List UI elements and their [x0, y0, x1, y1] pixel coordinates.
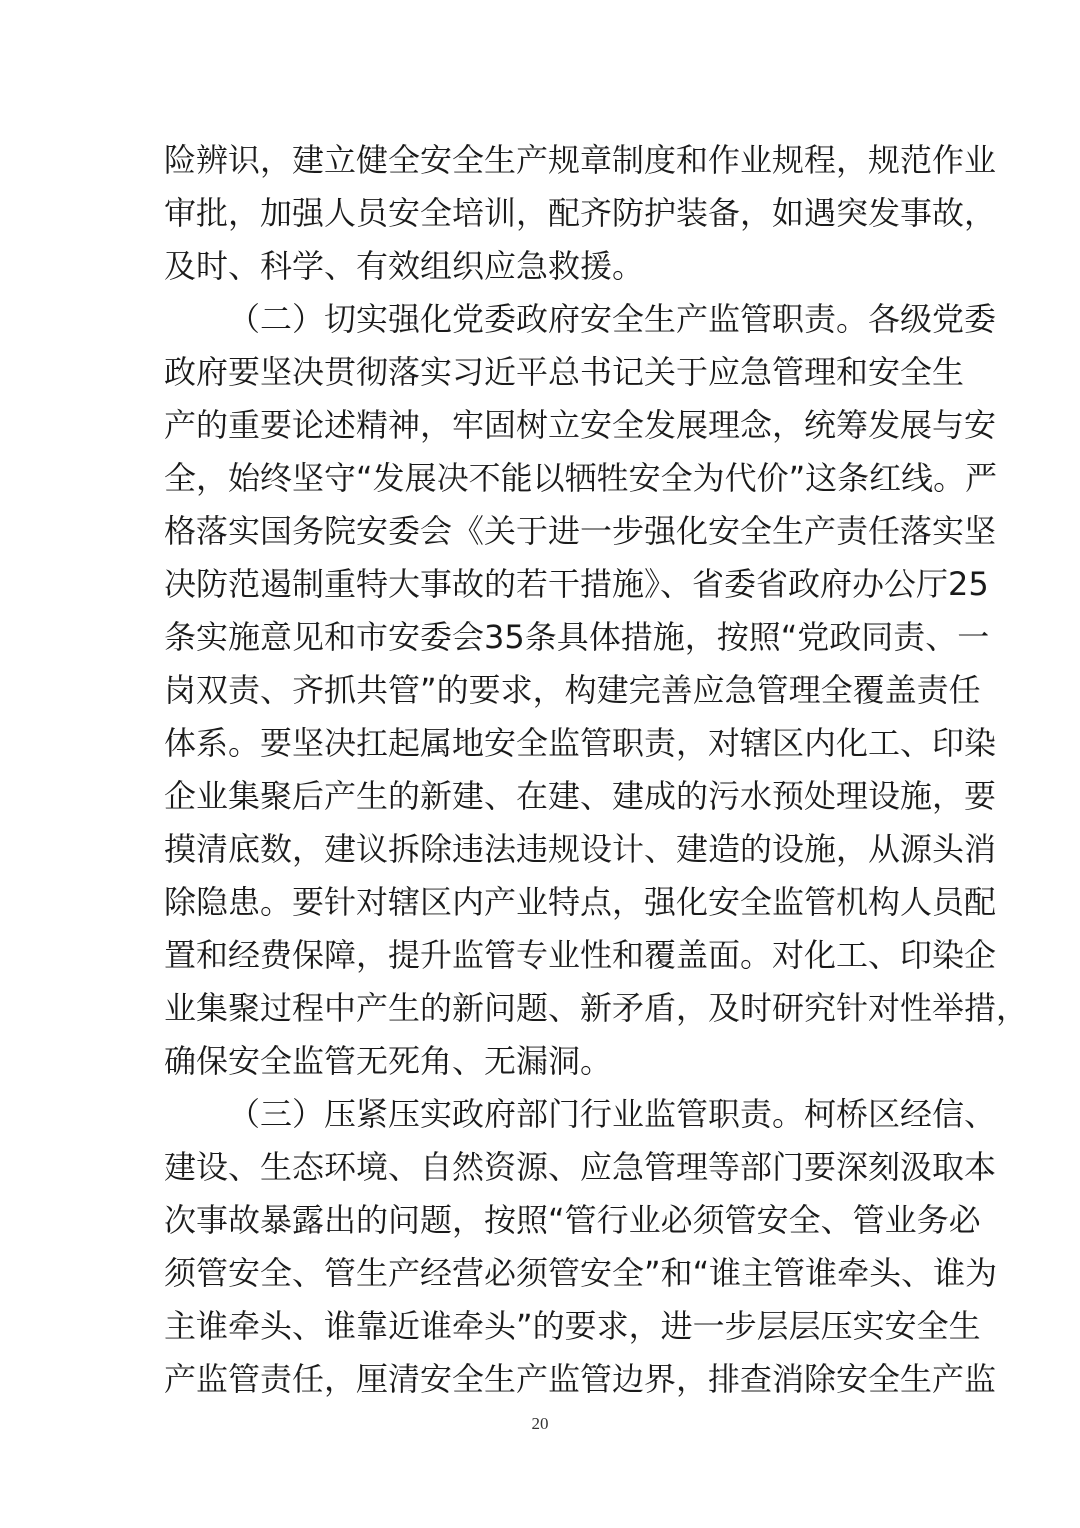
text-line: 条实施意见和市安委会35条具体措施，按照“党政同责、一: [164, 618, 990, 656]
text-line: 企业集聚后产生的新建、在建、建成的污水预处理设施，要: [164, 777, 997, 815]
body-text: [164, 134, 1029, 1406]
text-line: 岗双责、齐抓共管”的要求，构建完善应急管理全覆盖责任: [164, 671, 981, 709]
text-line: 体系。要坚决扛起属地安全监管职责，对辖区内化工、印染: [164, 724, 997, 762]
text-line: 全，始终坚守“发展决不能以牺牲安全为代价”这条红线。严: [164, 459, 998, 497]
text-line: 决防范遏制重特大事故的若干措施》、省委省政府办公厅25: [164, 565, 989, 603]
text-line: 主谁牵头、谁靠近谁牵头”的要求，进一步层层压实安全生: [164, 1307, 981, 1345]
text-line: 险辨识，建立健全安全生产规章制度和作业规程，规范作业: [164, 141, 997, 179]
text-line: 建设、生态环境、自然资源、应急管理等部门要深刻汲取本: [164, 1148, 997, 1186]
text-line: 确保安全监管无死角、无漏洞。: [164, 1042, 613, 1080]
text-line: 摸清底数，建议拆除违法违规设计、建造的设施，从源头消: [164, 830, 997, 868]
text-line: 审批，加强人员安全培训，配齐防护装备，如遇突发事故，: [164, 194, 997, 232]
section-heading-line: （三）压紧压实政府部门行业监管职责。柯桥区经信、: [228, 1095, 997, 1133]
section-heading-line: （二）切实强化党委政府安全生产监管职责。各级党委: [228, 300, 997, 338]
text-line: 产监管责任，厘清安全生产监管边界，排查消除安全生产监: [164, 1360, 997, 1398]
text-line: 格落实国务院安委会《关于进一步强化安全生产责任落实坚: [164, 512, 997, 550]
text-line: 产的重要论述精神，牢固树立安全发展理念，统筹发展与安: [164, 406, 997, 444]
text-line: 业集聚过程中产生的新问题、新矛盾，及时研究针对性举措，: [164, 989, 1029, 1027]
text-line: 置和经费保障，提升监管专业性和覆盖面。对化工、印染企: [164, 936, 997, 974]
text-line: 须管安全、管生产经营必须管安全”和“谁主管谁牵头、谁为: [164, 1254, 998, 1292]
text-line: 政府要坚决贯彻落实习近平总书记关于应急管理和安全生: [164, 353, 965, 391]
text-line: 及时、科学、有效组织应急救援。: [164, 247, 645, 285]
text-line: 除隐患。要针对辖区内产业特点，强化安全监管机构人员配: [164, 883, 997, 921]
page-number: 20: [531, 1414, 549, 1433]
text-line: 次事故暴露出的问题，按照“管行业必须管安全、管业务必: [164, 1201, 981, 1239]
